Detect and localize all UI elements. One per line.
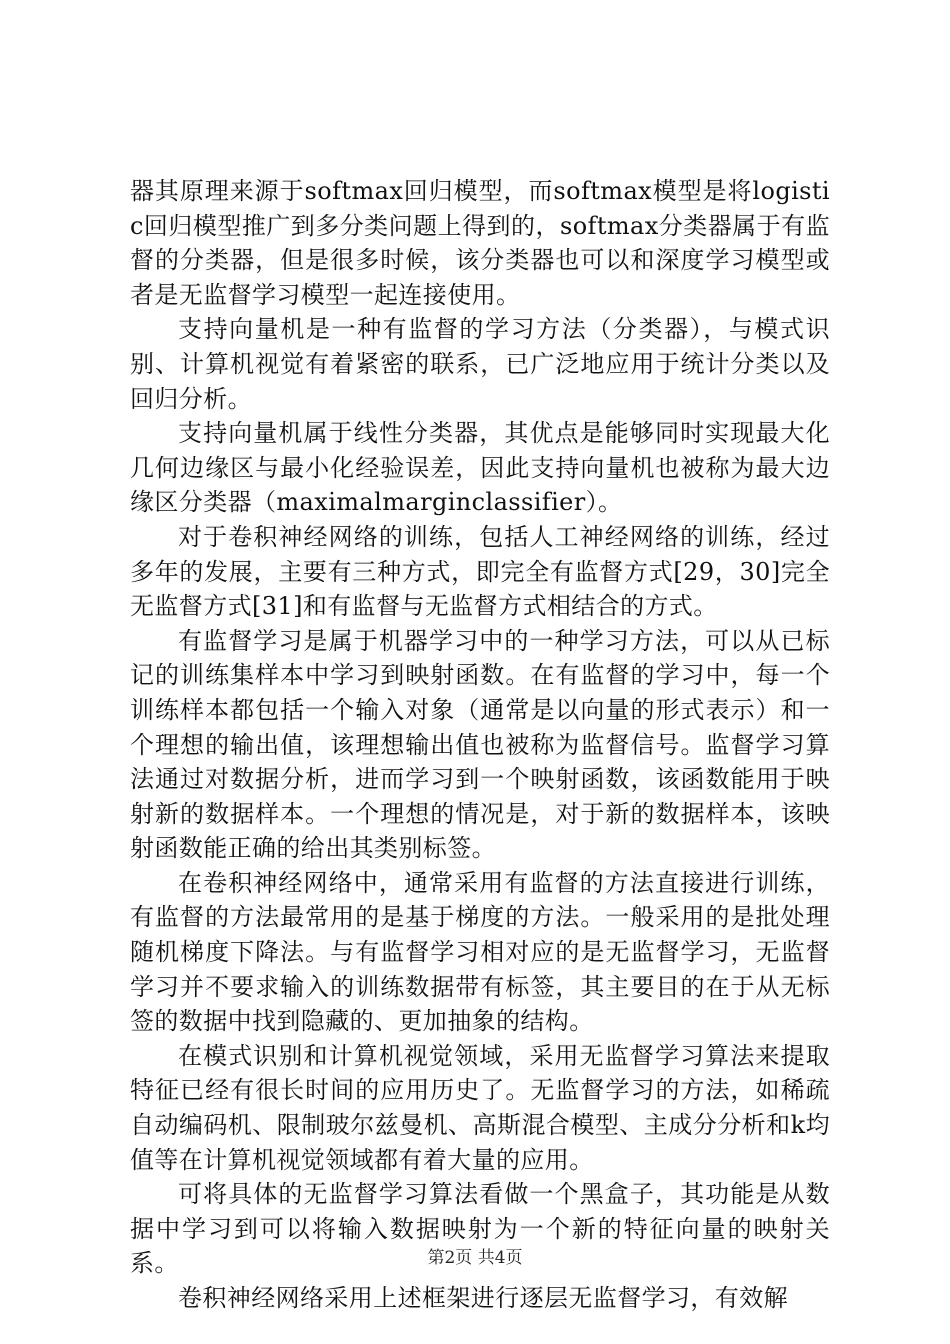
paragraph-9: 卷积神经网络采用上述框架进行逐层无监督学习，有效解 bbox=[178, 1284, 788, 1312]
paragraph-3: 支持向量机属于线性分类器，其优点是能够同时实现最大化几何边缘区与最小化经验误差，因此支持向量机也被称为最大边缘区分类器（maximalmarginclassifier）。 bbox=[130, 419, 830, 517]
page-footer: 第2页 共4页 bbox=[427, 1248, 523, 1268]
paragraph-6: 在卷积神经网络中，通常采用有监督的方法直接进行训练，有监督的方法最常用的是基于梯度的方法。一般采用的是批处理随机梯度下降法。与有监督学习相对应的是无监督学习，无监督学习并不要求输入的训练数据带有标签，其主要目的在于从无标签的数据中找到隐藏的、更加抽象的结构。 bbox=[130, 868, 830, 1036]
paragraph-1: 器其原理来源于softmax回归模型，而softmax模型是将logistic回归模型推广到多分类问题上得到的，softmax分类器属于有监督的分类器，但是很多时候，该分类器也可以和深度学习模型或者是无监督学习模型一起连接使用。 bbox=[130, 177, 830, 309]
paragraph-5: 有监督学习是属于机器学习中的一种学习方法，可以从已标记的训练集样本中学习到映射函数。在有监督的学习中，每一个训练样本都包括一个输入对象（通常是以向量的形式表示）和一个理想的输出值，该理想输出值也被称为监督信号。监督学习算法通过对数据分析，进而学习到一个映射函数，该函数能用于映射新的数据样本。一个理想的情况是，对于新的数据样本，该映射函数能正确的给出其类别标签。 bbox=[130, 626, 830, 863]
paragraph-2: 支持向量机是一种有监督的学习方法（分类器），与模式识别、计算机视觉有着紧密的联系，已广泛地应用于统计分类以及回归分析。 bbox=[130, 315, 830, 413]
paragraph-7: 在模式识别和计算机视觉领域，采用无监督学习算法来提取特征已经有很长时间的应用历史了。无监督学习的方法，如稀疏自动编码机、限制玻尔兹曼机、高斯混合模型、主成分分析和k均值等在计算机视觉领域都有着大量的应用。 bbox=[130, 1041, 830, 1174]
paragraph-8: 可将具体的无监督学习算法看做一个黑盒子，其功能是从数据中学习到可以将输入数据映射为一个新的特征向量的映射关系。 bbox=[130, 1180, 830, 1278]
paragraph-4: 对于卷积神经网络的训练，包括人工神经网络的训练，经过多年的发展，主要有三种方式，即完全有监督方式[29，30]完全无监督方式[31]和有监督与无监督方式相结合的方式。 bbox=[130, 522, 830, 621]
body-text bbox=[130, 174, 830, 1316]
